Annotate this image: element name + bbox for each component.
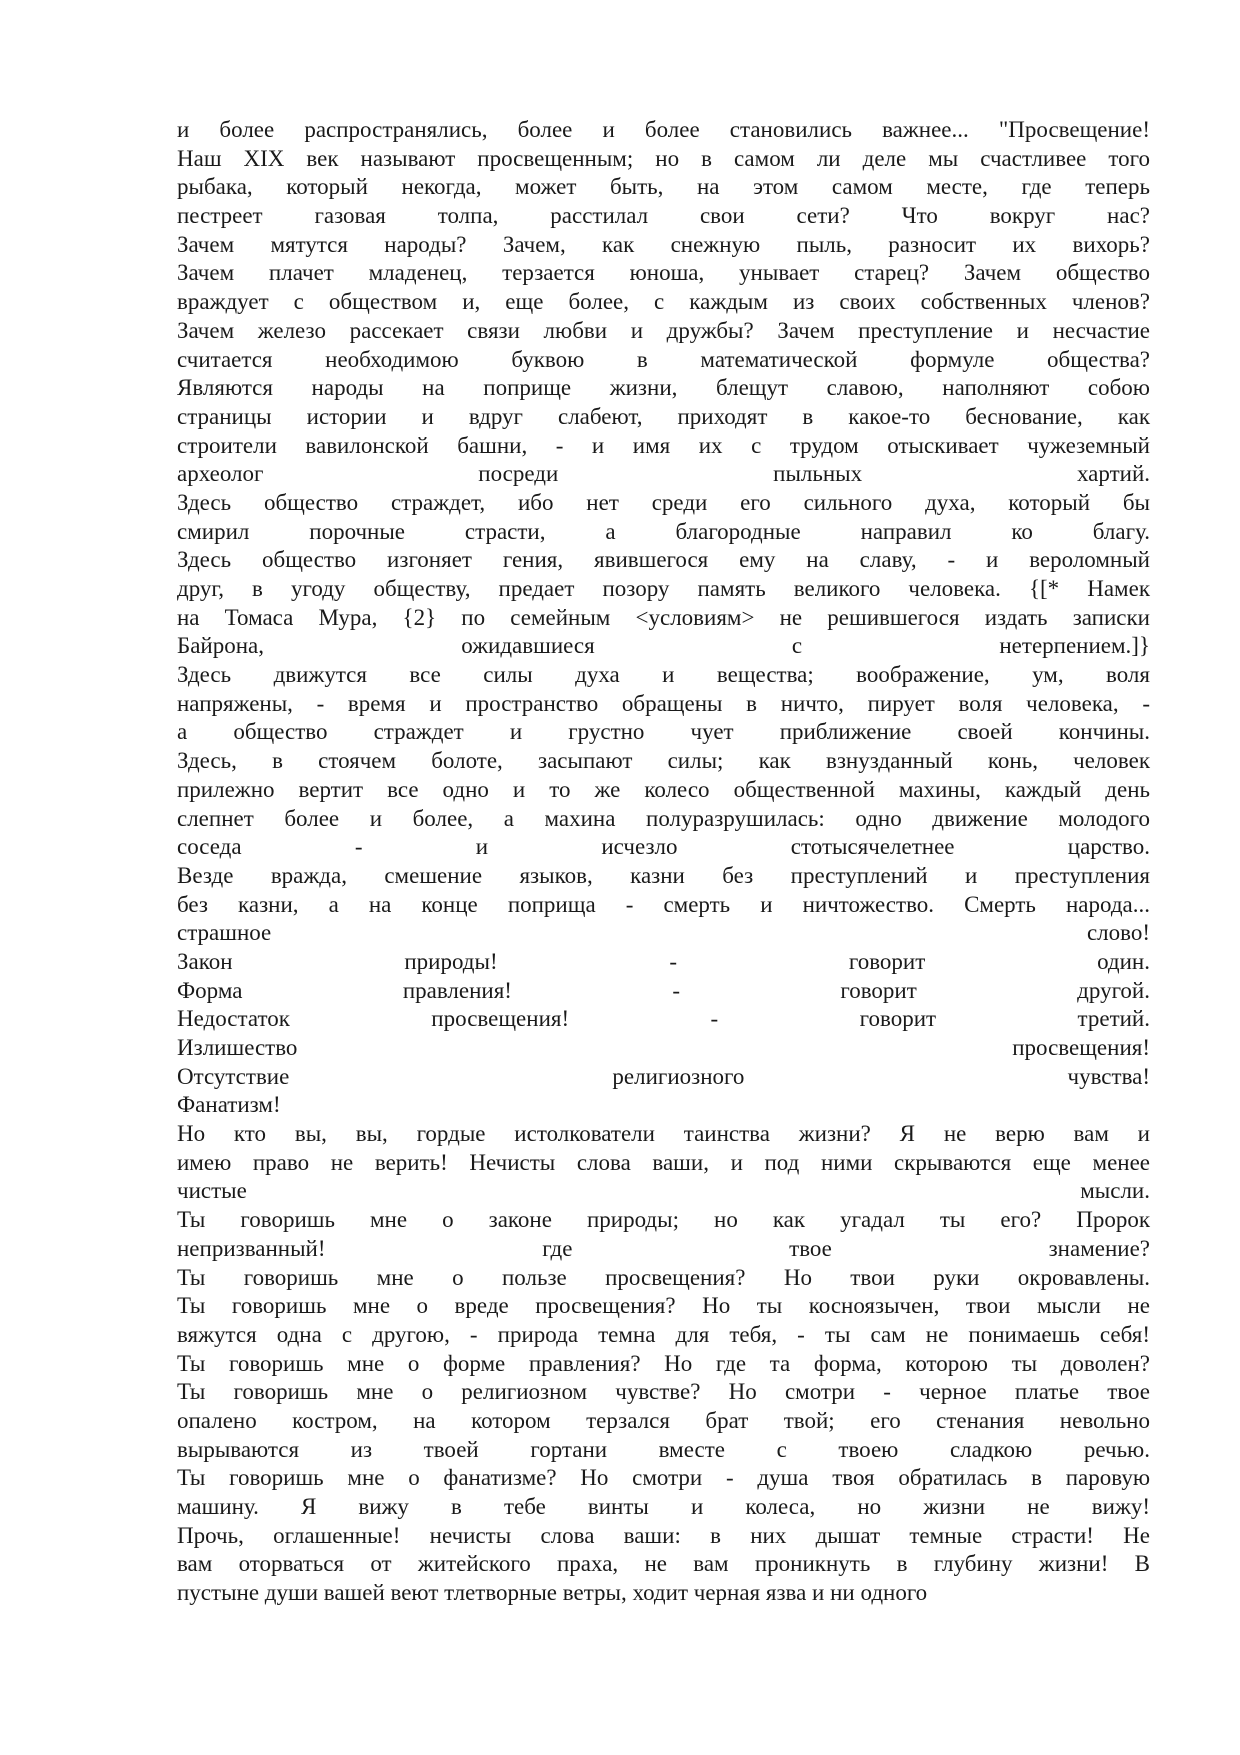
text-line: пестреет газовая толпа, расстилал свои сети? Что вокруг нас? (177, 203, 1150, 229)
text-line: непризванный! где твое знамение? (177, 1235, 1150, 1261)
text-line: Фанатизм! (177, 1092, 281, 1118)
text-line: имею право не верить! Нечисты слова ваши, и под ними скрываются еще менее (177, 1149, 1150, 1175)
text-line: строители вавилонской башни, - и имя их с трудом отыскивает чужеземный (177, 432, 1150, 458)
text-line: Байрона, ожидавшиеся с нетерпением.]} (177, 633, 1150, 659)
text-line: Ты говоришь мне о религиозном чувстве? Но смотри - черное платье твое (177, 1379, 1150, 1405)
text-line: смирил порочные страсти, а благородные направил ко благу. (177, 518, 1150, 544)
text-line: Ты говоришь мне о законе природы; но как угадал ты его? Пророк (177, 1207, 1150, 1233)
text-line: вяжутся одна с другою, - природа темна для тебя, - ты сам не понимаешь себя! (177, 1321, 1150, 1347)
text-line: Но кто вы, вы, гордые истолкователи таинства жизни? Я не верю вам и (177, 1121, 1150, 1147)
text-line: Здесь общество изгоняет гения, явившегося ему на славу, - и вероломный (177, 547, 1150, 573)
text-line: Ты говоришь мне о пользе просвещения? Но твои руки окровавлены. (177, 1264, 1150, 1290)
text-line: пустыне души вашей веют тлетворные ветры, ходит черная язва и ни одного (177, 1580, 928, 1606)
text-line: Недостаток просвещения! - говорит третий. (177, 1006, 1150, 1032)
body-text (177, 116, 1150, 1608)
text-line: Являются народы на поприще жизни, блещут славою, наполняют собою (177, 375, 1150, 401)
text-line: Здесь, в стоячем болоте, засыпают силы; как взнузданный конь, человек (177, 748, 1150, 774)
text-line: Зачем железо рассекает связи любви и дружбы? Зачем преступление и несчастие (177, 317, 1150, 343)
text-line: Форма правления! - говорит другой. (177, 977, 1150, 1003)
text-line: опалено костром, на котором терзался брат твой; его стенания невольно (177, 1407, 1150, 1433)
text-line: напряжены, - время и пространство обращены в ничто, пирует воля человека, - (177, 690, 1150, 716)
text-line: прилежно вертит все одно и то же колесо общественной махины, каждый день (177, 776, 1150, 802)
text-line: вырываются из твоей гортани вместе с твоею сладкою речью. (177, 1436, 1150, 1462)
text-line: вам оторваться от житейского праха, не вам проникнуть в глубину жизни! В (177, 1551, 1150, 1577)
text-line: Отсутствие религиозного чувства! (177, 1063, 1150, 1089)
text-line: и более распространялись, более и более становились важнее... "Просвещение! (177, 117, 1150, 142)
text-line: Здесь движутся все силы духа и вещества; воображение, ум, воля (177, 662, 1150, 688)
text-line: Закон природы! - говорит один. (177, 948, 1150, 974)
text-line: чистые мысли. (177, 1178, 1150, 1204)
text-line: Ты говоришь мне о фанатизме? Но смотри - душа твоя обратилась в паровую (177, 1465, 1150, 1491)
text-line: без казни, а на конце поприща - смерть и ничтожество. Смерть народа... (177, 891, 1150, 917)
text-line: считается необходимою буквою в математической формуле общества? (177, 346, 1150, 372)
text-line: Зачем мятутся народы? Зачем, как снежную пыль, разносит их вихорь? (177, 231, 1150, 257)
text-line: Ты говоришь мне о форме правления? Но где та форма, которою ты доволен? (177, 1350, 1150, 1376)
text-line: Ты говоришь мне о вреде просвещения? Но ты косноязычен, твои мысли не (177, 1293, 1150, 1319)
text-line: друг, в угоду обществу, предает позору память великого человека. {[* Намек (177, 576, 1150, 601)
text-line: Излишество просвещения! (177, 1035, 1150, 1060)
text-line: машину. Я вижу в тебе винты и колеса, но жизни не вижу! (177, 1494, 1150, 1519)
text-line: Здесь общество страждет, ибо нет среди его сильного духа, который бы (177, 489, 1150, 515)
text-line: враждует с обществом и, еще более, с каждым из своих собственных членов? (177, 289, 1150, 315)
text-line: Наш XIX век называют просвещенным; но в самом ли деле мы счастливее того (177, 145, 1150, 171)
text-line: Везде вражда, смешение языков, казни без преступлений и преступления (177, 862, 1150, 888)
text-line: Зачем плачет младенец, терзается юноша, унывает старец? Зачем общество (177, 260, 1150, 286)
text-line: археолог посреди пыльных хартий. (177, 461, 1150, 487)
text-line: страницы истории и вдруг слабеют, приходят в какое-то беснование, как (177, 403, 1150, 429)
text-line: соседа - и исчезло стотысячелетнее царство. (177, 834, 1150, 860)
text-line: слепнет более и более, а махина полуразрушилась: одно движение молодого (177, 805, 1150, 831)
text-line: на Томаса Мура, {2} по семейным <условиям> не решившегося издать записки (177, 604, 1150, 630)
text-line: рыбака, который некогда, может быть, на этом самом месте, где теперь (177, 174, 1150, 200)
text-line: а общество страждет и грустно чует приближение своей кончины. (177, 719, 1150, 745)
text-line: Прочь, оглашенные! нечисты слова ваши: в них дышат темные страсти! Не (177, 1522, 1150, 1548)
text-line: страшное слово! (177, 920, 1150, 946)
